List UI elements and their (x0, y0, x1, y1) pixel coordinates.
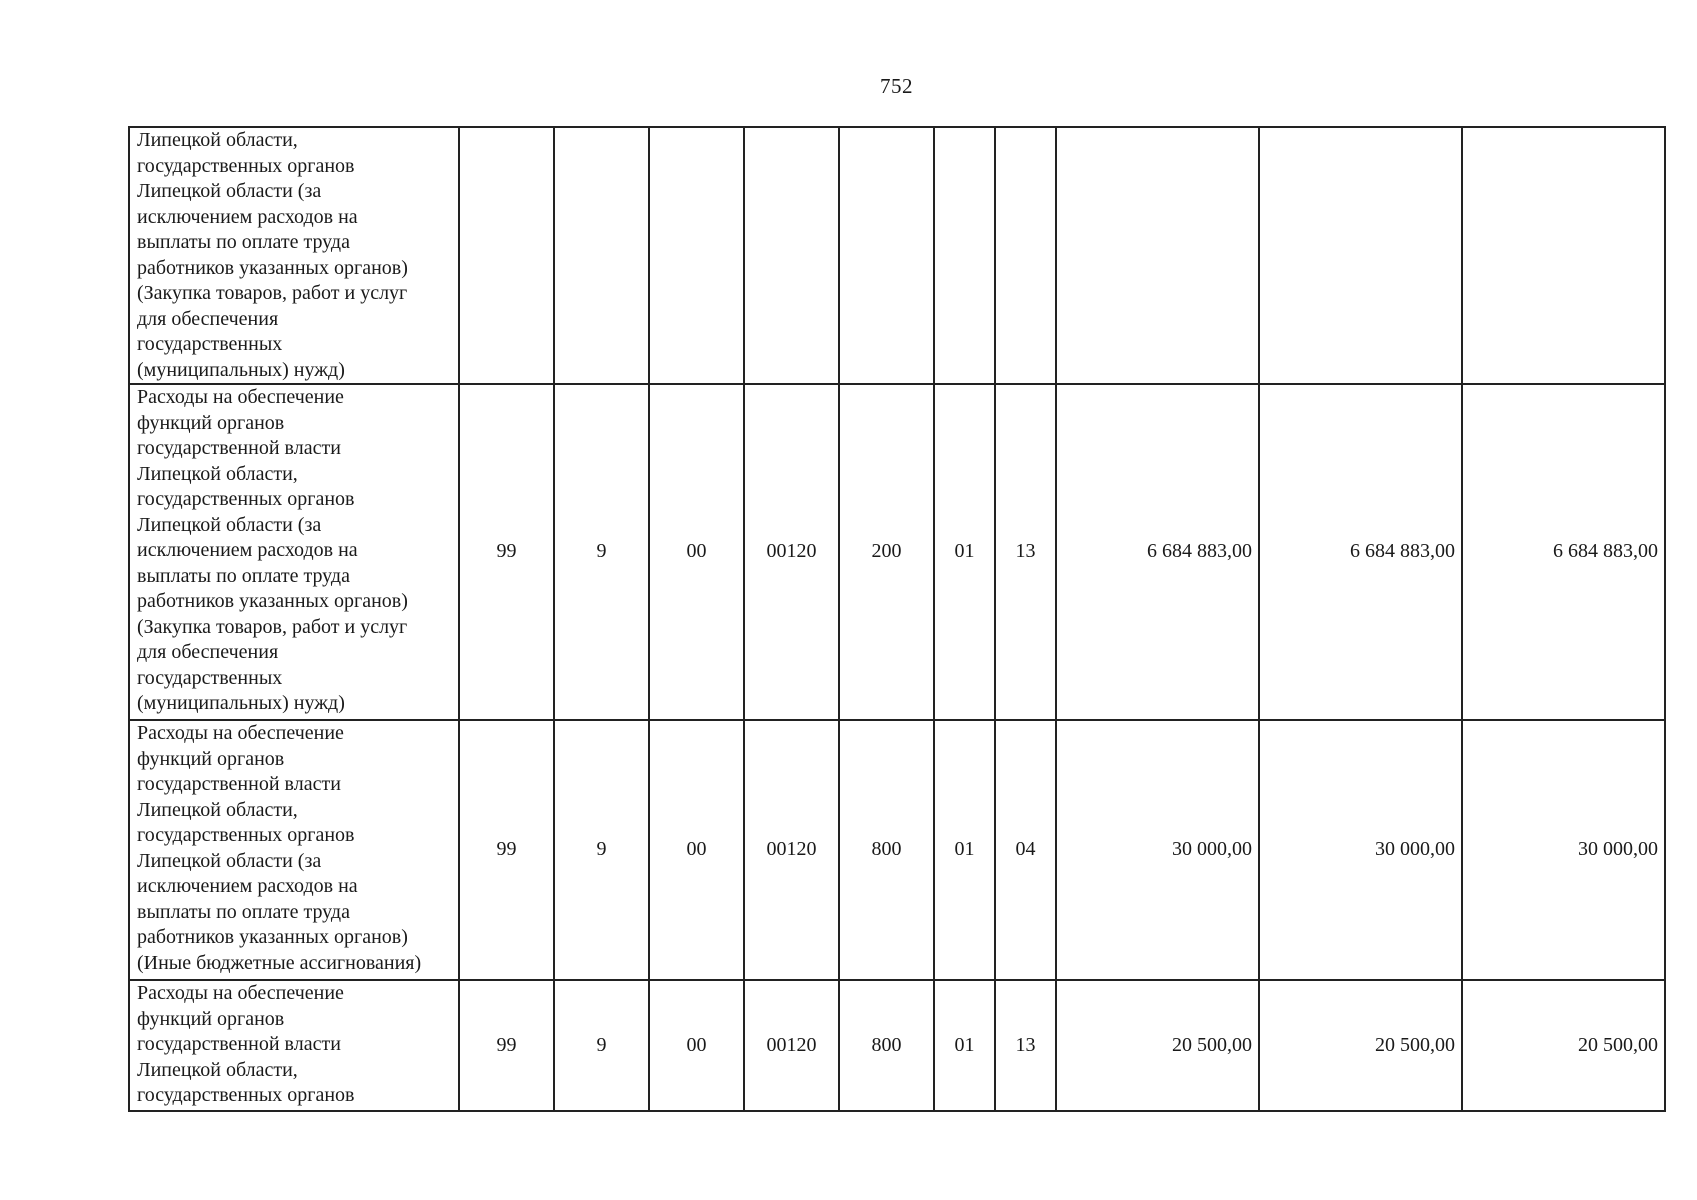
subprogram-code-cell: 9 (554, 720, 649, 980)
main-activity-code-cell: 00 (649, 980, 744, 1111)
main-activity-code-cell (649, 127, 744, 384)
program-code-cell: 99 (459, 384, 554, 720)
table-row (129, 127, 1665, 384)
amount-year-1-cell: 6 684 883,00 (1056, 384, 1259, 720)
expense-type-code-cell: 800 (839, 720, 934, 980)
program-code-cell: 99 (459, 720, 554, 980)
main-activity-code-cell: 00 (649, 720, 744, 980)
amount-year-3-cell: 20 500,00 (1462, 980, 1665, 1111)
amount-year-2-cell: 20 500,00 (1259, 980, 1462, 1111)
amount-year-1-cell: 20 500,00 (1056, 980, 1259, 1111)
amount-year-2-cell: 6 684 883,00 (1259, 384, 1462, 720)
subprogram-code-cell: 9 (554, 384, 649, 720)
page-number: 752 (880, 74, 913, 98)
amount-year-3-cell: 6 684 883,00 (1462, 384, 1665, 720)
direction-code-cell (744, 127, 839, 384)
amount-year-1-cell: 30 000,00 (1056, 720, 1259, 980)
program-code-cell (459, 127, 554, 384)
amount-year-3-cell (1462, 127, 1665, 384)
subsection-code-cell: 13 (995, 384, 1056, 720)
row-description: Липецкой области, государственных органов Липецкой области (за исключением расходов на выплаты по оплате труда работников указанных органов) (Закупка товаров, работ и услуг для обеспечения государственных (муниципальных) нужд) (129, 127, 459, 384)
section-code-cell (934, 127, 995, 384)
direction-code-cell: 00120 (744, 384, 839, 720)
expense-type-code-cell: 200 (839, 384, 934, 720)
row-description: Расходы на обеспечение функций органов государственной власти Липецкой области, государственных органов (129, 980, 459, 1111)
subsection-code-cell (995, 127, 1056, 384)
table-row (129, 384, 1665, 720)
budget-table (128, 126, 1666, 1112)
main-activity-code-cell: 00 (649, 384, 744, 720)
amount-year-1-cell (1056, 127, 1259, 384)
subprogram-code-cell (554, 127, 649, 384)
subsection-code-cell: 04 (995, 720, 1056, 980)
section-code-cell: 01 (934, 980, 995, 1111)
amount-year-2-cell: 30 000,00 (1259, 720, 1462, 980)
table-row (129, 980, 1665, 1111)
program-code-cell: 99 (459, 980, 554, 1111)
amount-year-3-cell: 30 000,00 (1462, 720, 1665, 980)
direction-code-cell: 00120 (744, 980, 839, 1111)
row-description: Расходы на обеспечение функций органов государственной власти Липецкой области, государственных органов Липецкой области (за исключением расходов на выплаты по оплате труда работников указанных органов) (Иные бюджетные ассигнования) (129, 720, 459, 980)
subprogram-code-cell: 9 (554, 980, 649, 1111)
direction-code-cell: 00120 (744, 720, 839, 980)
expense-type-code-cell: 800 (839, 980, 934, 1111)
amount-year-2-cell (1259, 127, 1462, 384)
table-row (129, 720, 1665, 980)
section-code-cell: 01 (934, 384, 995, 720)
expense-type-code-cell (839, 127, 934, 384)
section-code-cell: 01 (934, 720, 995, 980)
subsection-code-cell: 13 (995, 980, 1056, 1111)
row-description: Расходы на обеспечение функций органов государственной власти Липецкой области, государственных органов Липецкой области (за исключением расходов на выплаты по оплате труда работников указанных органов) (Закупка товаров, работ и услуг для обеспечения государственных (муниципальных) нужд) (129, 384, 459, 720)
